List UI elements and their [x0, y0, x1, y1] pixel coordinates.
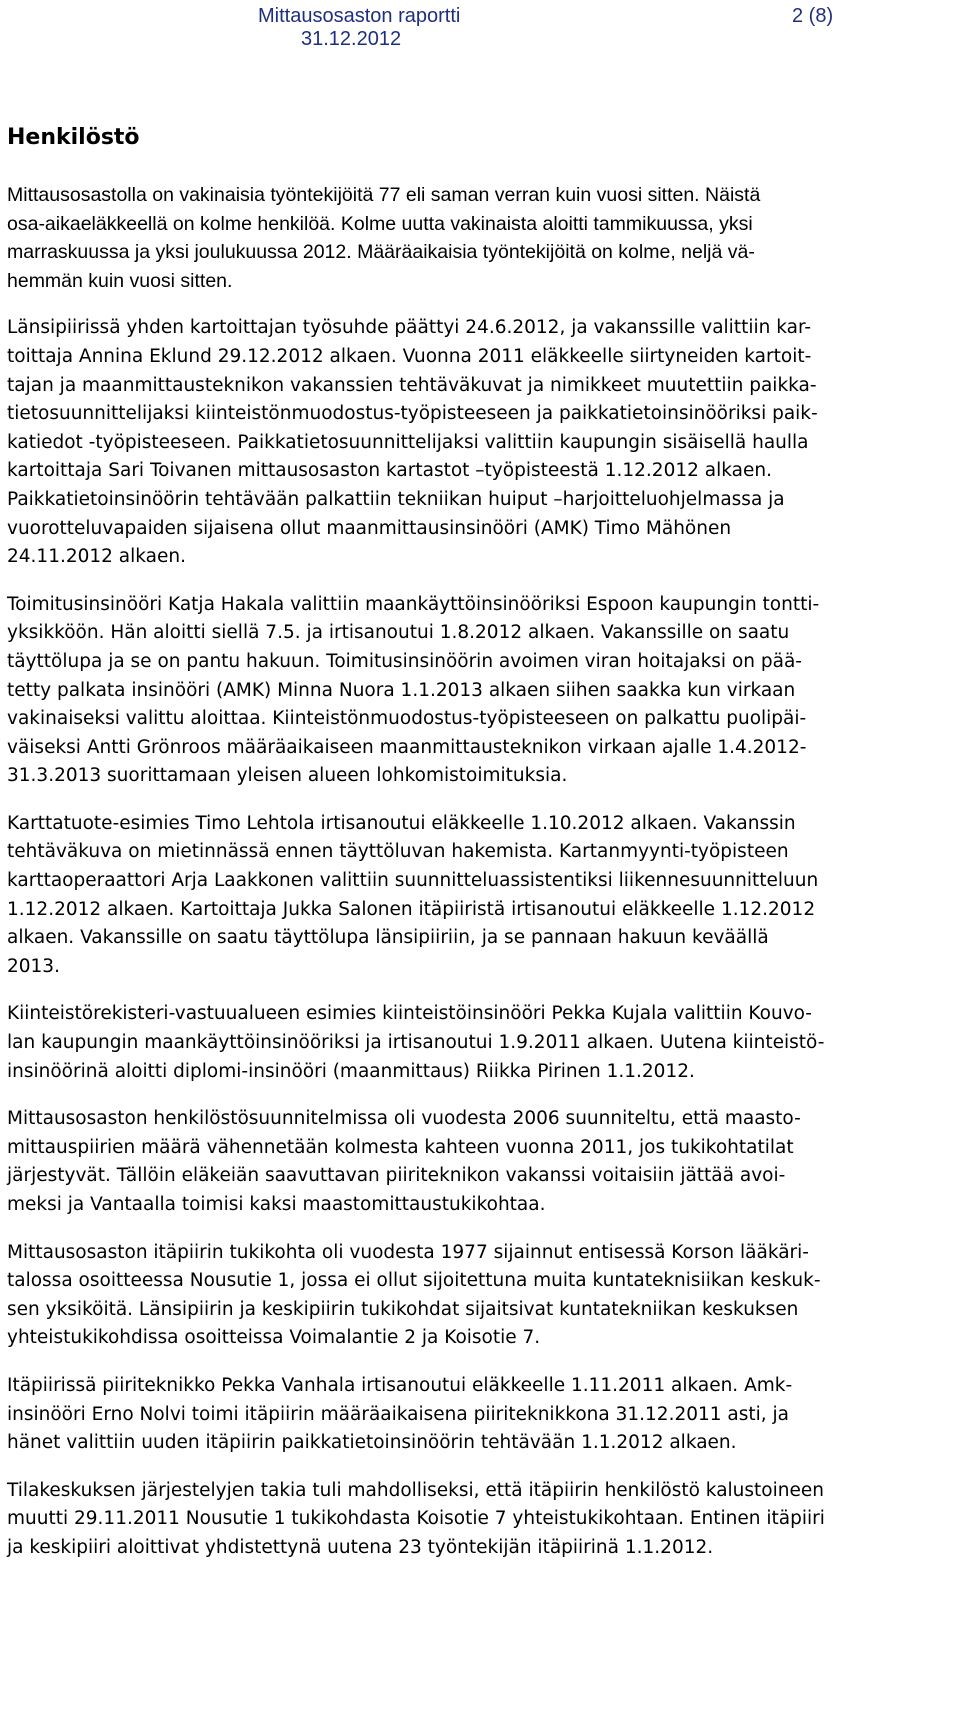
paragraph-line: muutti 29.11.2011 Nousutie 1 tukikohdasta Koisotie 7 yhteistukikohtaan. Entinen itäpiiri: [7, 1508, 825, 1530]
paragraph-line: tajan ja maanmittausteknikon vakanssien tehtäväkuvat ja nimikkeet muutettiin paikka-: [7, 374, 817, 396]
paragraph-line: Mittausosaston henkilöstösuunnitelmissa oli vuodesta 2006 suunniteltu, että maasto-: [7, 1108, 801, 1130]
paragraph-line: meksi ja Vantaalla toimisi kaksi maastomittaustukikohtaa.: [7, 1194, 546, 1215]
paragraph-line: alkaen. Vakanssille on saatu täyttölupa länsipiiriin, ja se pannaan hakuun keväällä: [7, 927, 769, 949]
paragraph-line: Mittausosaston itäpiirin tukikohta oli vuodesta 1977 sijainnut entisessä Korson lääkäri-: [7, 1241, 809, 1263]
paragraph-line: insinöörinä aloitti diplomi-insinööri (maanmittaus) Riikka Pirinen 1.1.2012.: [7, 1060, 695, 1082]
paragraph-line: väiseksi Antti Grönroos määräaikaiseen maanmittausteknikon virkaan ajalle 1.4.2012-: [7, 736, 807, 758]
paragraph-line: vakinaiseksi valittu aloittaa. Kiinteistönmuodostus-työpisteeseen on palkattu puolipäi-: [7, 708, 807, 730]
paragraph-line: karttaoperaattori Arja Laakkonen valittiin suunnitteluassistentiksi liikennesuunnitteluun: [7, 870, 819, 892]
paragraph-line: Toimitusinsinööri Katja Hakala valittiin maankäyttöinsinööriksi Espoon kaupungin tontti-: [7, 593, 820, 615]
paragraph-line: mittauspiirien määrä vähennetään kolmesta kahteen vuonna 2011, jos tukikohtatilat: [7, 1136, 794, 1158]
paragraph-line: katiedot -työpisteeseen. Paikkatietosuunnittelijaksi valittiin kaupungin sisäisellä haulla: [7, 431, 809, 453]
paragraph-line: Kiinteistörekisteri-vastuualueen esimies kiinteistöinsinööri Pekka Kujala valittiin Kouvo-: [7, 1003, 812, 1025]
paragraph-line: tehtäväkuva on mietinnässä ennen täyttöluvan hakemista. Kartanmyynti-työpisteen: [7, 841, 789, 863]
paragraph-line: toittaja Annina Eklund 29.12.2012 alkaen. Vuonna 2011 eläkkeelle siirtyneiden kartoit-: [7, 345, 812, 367]
paragraph-line: täyttölupa ja se on pantu hakuun. Toimitusinsinöörin avoimen viran hoitajaksi on pää-: [7, 650, 802, 672]
paragraph-line: 2013.: [7, 955, 60, 977]
paragraph-line: hemmän kuin vuosi sitten.: [7, 269, 233, 292]
report-date: 31.12.2012: [301, 28, 402, 50]
paragraph-line: Karttatuote-esimies Timo Lehtola irtisanoutui eläkkeelle 1.10.2012 alkaen. Vakanssin: [7, 812, 796, 834]
paragraph: [7, 1477, 947, 1563]
report-title: Mittausosaston raportti: [258, 5, 461, 27]
paragraph-line: vuorotteluvapaiden sijaisena ollut maanmittausinsinööri (AMK) Timo Mähönen: [7, 517, 732, 539]
paragraph-line: Itäpiirissä piiriteknikko Pekka Vanhala irtisanoutui eläkkeelle 1.11.2011 alkaen. Amk-: [7, 1374, 793, 1396]
paragraph-line: 31.3.2013 suorittamaan yleisen alueen lohkomistoimituksia.: [7, 765, 568, 787]
paragraph: [7, 181, 947, 295]
page-number: 2 (8): [792, 5, 834, 27]
page-header: [0, 4, 960, 50]
paragraph-line: ja keskipiiri aloittivat yhdistettynä uutena 23 työntekijän itäpiirinä 1.1.2012.: [7, 1536, 714, 1558]
paragraph: [7, 1372, 947, 1458]
paragraph-line: Länsipiirissä yhden kartoittajan työsuhde päättyi 24.6.2012, ja vakanssille valittiin kar-: [7, 317, 812, 339]
paragraph-line: lan kaupungin maankäyttöinsinööriksi ja irtisanoutui 1.9.2011 alkaen. Uutena kiinteistö-: [7, 1032, 825, 1054]
paragraph: [7, 1000, 947, 1086]
paragraph-line: osa-aikaeläkkeellä on kolme henkilöä. Kolme uutta vakinaista aloitti tammikuussa, yksi: [7, 212, 753, 235]
paragraph-line: tietosuunnittelijaksi kiinteistönmuodostus-työpisteeseen ja paikkatietoinsinööriksi paik-: [7, 403, 818, 425]
section-title: Henkilöstö: [7, 125, 140, 150]
document-body: [7, 124, 947, 1563]
paragraph-line: 1.12.2012 alkaen. Kartoittaja Jukka Salonen itäpiiristä irtisanoutui eläkkeelle 1.12.2012: [7, 898, 816, 920]
paragraph-line: kartoittaja Sari Toivanen mittausosaston kartastot –työpisteestä 1.12.2012 alkaen.: [7, 460, 772, 482]
paragraph: [7, 591, 947, 791]
paragraph-line: marraskuussa ja yksi joulukuussa 2012. Määräaikaisia työntekijöitä on kolme, neljä vä-: [7, 241, 755, 264]
paragraph-line: yksikköön. Hän aloitti siellä 7.5. ja irtisanoutui 1.8.2012 alkaen. Vakanssille on saatu: [7, 622, 790, 644]
paragraph: [7, 1239, 947, 1353]
paragraph-line: sen yksiköitä. Länsipiirin ja keskipiirin tukikohdat sijaitsivat kuntatekniikan keskuksen: [7, 1298, 799, 1320]
paragraph-line: Tilakeskuksen järjestelyjen takia tuli mahdolliseksi, että itäpiirin henkilöstö kalustoineen: [7, 1479, 824, 1501]
paragraph-line: insinööri Erno Nolvi toimi itäpiirin määräaikaisena piiriteknikkona 31.12.2011 asti, ja: [7, 1403, 790, 1425]
paragraph-line: tetty palkata insinööri (AMK) Minna Nuora 1.1.2013 alkaen siihen saakka kun virkaan: [7, 679, 796, 701]
paragraph: [7, 810, 947, 982]
paragraph: [7, 1105, 947, 1219]
paragraph-line: yhteistukikohdissa osoitteissa Voimalantie 2 ja Koisotie 7.: [7, 1327, 541, 1349]
paragraph: [7, 314, 947, 571]
paragraph-line: talossa osoitteessa Nousutie 1, jossa ei ollut sijoitettuna muita kuntateknisiikan keskuk-: [7, 1270, 821, 1292]
paragraph-line: Paikkatietoinsinöörin tehtävään palkattiin tekniikan huiput –harjoitteluohjelmassa ja: [7, 488, 785, 510]
paragraph-line: järjestyvät. Tällöin eläkeiän saavuttavan piiriteknikon vakanssi voitaisiin jättää avoi-: [7, 1165, 786, 1187]
paragraph-line: 24.11.2012 alkaen.: [7, 546, 186, 568]
paragraph-line: Mittausosastolla on vakinaisia työntekijöitä 77 eli saman verran kuin vuosi sitten. Näistä: [7, 184, 761, 206]
paragraph-line: hänet valittiin uuden itäpiirin paikkatietoinsinöörin tehtävään 1.1.2012 alkaen.: [7, 1432, 737, 1454]
